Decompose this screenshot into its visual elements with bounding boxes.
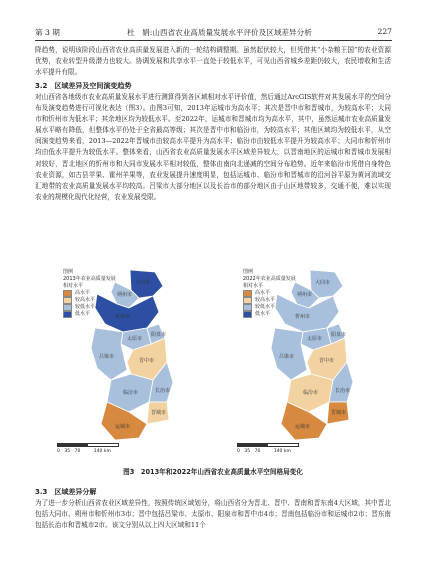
label-linfen: 临汾市: [123, 390, 139, 396]
scale-text: 0 35 70 140 km: [57, 449, 111, 454]
legend-2022: [243, 269, 296, 318]
legend-item-low: [63, 311, 116, 318]
swatch-low: [243, 311, 252, 318]
legend-item-mid-low: [63, 304, 116, 311]
legend-level: 相对水平: [63, 283, 84, 289]
legend-item-high: [243, 290, 296, 297]
label-yuncheng: 运城市: [115, 424, 131, 430]
figure-caption: 图3 2013年和2022年山西省农业高质量水平空间格局变化: [123, 468, 303, 476]
legend-label-high: 高水平: [75, 290, 91, 296]
legend-item-high: [63, 290, 116, 297]
legend-item-low: [243, 311, 296, 318]
legend-2013: [63, 269, 116, 318]
legend-label-mid-high: 较高水平: [75, 297, 96, 303]
swatch-high: [243, 290, 252, 297]
swatch-mid-high: [63, 297, 72, 304]
map-2013-svg: [35, 262, 215, 458]
label-jinzhong: 晋中市: [139, 358, 155, 364]
label-datong: 大同市: [135, 280, 151, 286]
legend-item-mid-high: [243, 297, 296, 304]
page-header: [35, 27, 392, 39]
legend-title: 图例: [243, 269, 254, 275]
header-rule: [35, 40, 392, 41]
label-datong: 大同市: [315, 280, 331, 286]
scale-graphic: [57, 443, 119, 447]
swatch-low: [63, 311, 72, 318]
legend-label-mid-low: 较低水平: [255, 304, 276, 310]
swatch-mid-high: [243, 297, 252, 304]
swatch-mid-low: [243, 304, 252, 311]
issue-label: 第 3 期: [35, 28, 60, 37]
label-yangquan: 阳泉市: [151, 332, 167, 338]
legend-item-mid-high: [63, 297, 116, 304]
swatch-mid-low: [63, 304, 72, 311]
scale-bar-2022: [237, 443, 299, 454]
legend-label-mid-low: 较低水平: [75, 304, 96, 310]
section-3-3-heading: 3.3 区域差异分解: [35, 488, 97, 496]
legend-level: 相对水平: [243, 283, 264, 289]
label-shuozhou: 朔州市: [297, 292, 313, 298]
section-3-3-paragraph: 为了进一步分析山西省农业区域差异性，按照传统区域划分，将山西省分为晋北、晋中、晋南和晋东南4大区域，其中晋北包括大同市、朔州市和忻州市3市；晋中包括吕梁市、太原市、阳泉市和晋中市4市；晋南包括临汾市和运城市2市；晋东南包括长治市和晋城市2市。该文分别从以上四大区域和11个: [35, 499, 391, 530]
section-3-2-paragraph: 对山西省各地级市农业高质量发展水平进行测算得到各区域相对水平评价值，然后通过ArcGIS软件对其发展水平的空间分布及演变趋势进行可视化表达（图3）。由图3可知，2013年运城市为高水平；其次是晋中市和晋城市，为较高水平；大同市和忻州市为低水平；其余地区均为较低水平。至2022年，运城市和晋城市均为高水平，其中，虽然运城市农业高质量发展水平略有降低，但整体水平仍处于全省最高等级；其次是晋中市和临汾市，为较高水平；其他区域均为较低水平，从空间演变趋势来看，2013—2022年晋城市由较高水平提升为高水平；临汾市由较低水平提升为较高水平；大同市和忻州市均由低水平提升为较低水平。整体来看，山西省农业高质量发展水平区域差异较大，以晋南地区的运城市和晋城市发展相对较好，晋北地区的忻州市和大同市发展水平相对较低，整体由南向北递减的空间分布趋势。近年来临汾市凭借自身特色农业资源，如古县苹果、霍州羊果等，农业发展提升速度明显，包括运城市、临汾市和晋城市的沿河谷平原为黄河流域交汇地带的农业高质量发展水平均较高。吕梁市大部分地区以及长治市的部分地区由于山区地带较多，交通不便，难以实现农业的规模化现代化经营，农业发展受限。: [35, 93, 391, 201]
label-taiyuan: 太原市: [127, 336, 143, 342]
label-changzhi: 长治市: [155, 388, 171, 394]
scale-bar-2013: [57, 443, 119, 454]
legend-title: 图例: [63, 269, 74, 275]
swatch-high: [63, 290, 72, 297]
label-yangquan: 阳泉市: [331, 332, 347, 338]
map-2022: [215, 262, 395, 458]
intro-paragraph: 降趋势，说明该阶段山西省农业高质量发展进入新的一轮结构调整期。虽然起伏较大，但凭借其“小杂粮王国”的农业资源优势，农业转型升级潜力也较大。协调发展和共享水平一直处于较低水平，可见山西省城乡差距仍较大，农民增收和生活水平提升有限。: [35, 46, 391, 77]
label-jincheng: 晋城市: [151, 410, 167, 416]
label-xinzhou: 忻州市: [295, 314, 311, 320]
legend-label-high: 高水平: [255, 290, 271, 296]
label-lvliang: 吕梁市: [279, 354, 295, 360]
label-linfen: 临汾市: [303, 390, 319, 396]
legend-label-mid-high: 较高水平: [255, 297, 276, 303]
label-changzhi: 长治市: [335, 388, 351, 394]
label-jinzhong: 晋中市: [319, 358, 335, 364]
label-xinzhou: 忻州市: [115, 314, 131, 320]
label-jincheng: 晋城市: [331, 410, 347, 416]
page-number: 227: [377, 27, 392, 36]
map-2013: [35, 262, 215, 458]
label-shuozhou: 朔州市: [117, 292, 133, 298]
label-taiyuan: 太原市: [307, 336, 323, 342]
running-title: 杜 娟:山西省农业高质量发展水平评价及区域差异分析: [127, 28, 312, 37]
scale-text: 0 35 70 140 km: [237, 449, 291, 454]
legend-year: 2022年农业高质量发展: [243, 276, 296, 282]
section-3-2-heading: 3.2 区域差异及空间演变趋势: [35, 82, 132, 90]
legend-year: 2013年农业高质量发展: [63, 276, 116, 282]
map-2022-svg: [215, 262, 395, 458]
legend-label-low: 低水平: [255, 311, 271, 317]
legend-item-mid-low: [243, 304, 296, 311]
legend-label-low: 低水平: [75, 311, 91, 317]
label-yuncheng: 运城市: [295, 424, 311, 430]
label-lvliang: 吕梁市: [99, 354, 115, 360]
scale-graphic: [237, 443, 299, 447]
figure-3: [35, 262, 395, 458]
